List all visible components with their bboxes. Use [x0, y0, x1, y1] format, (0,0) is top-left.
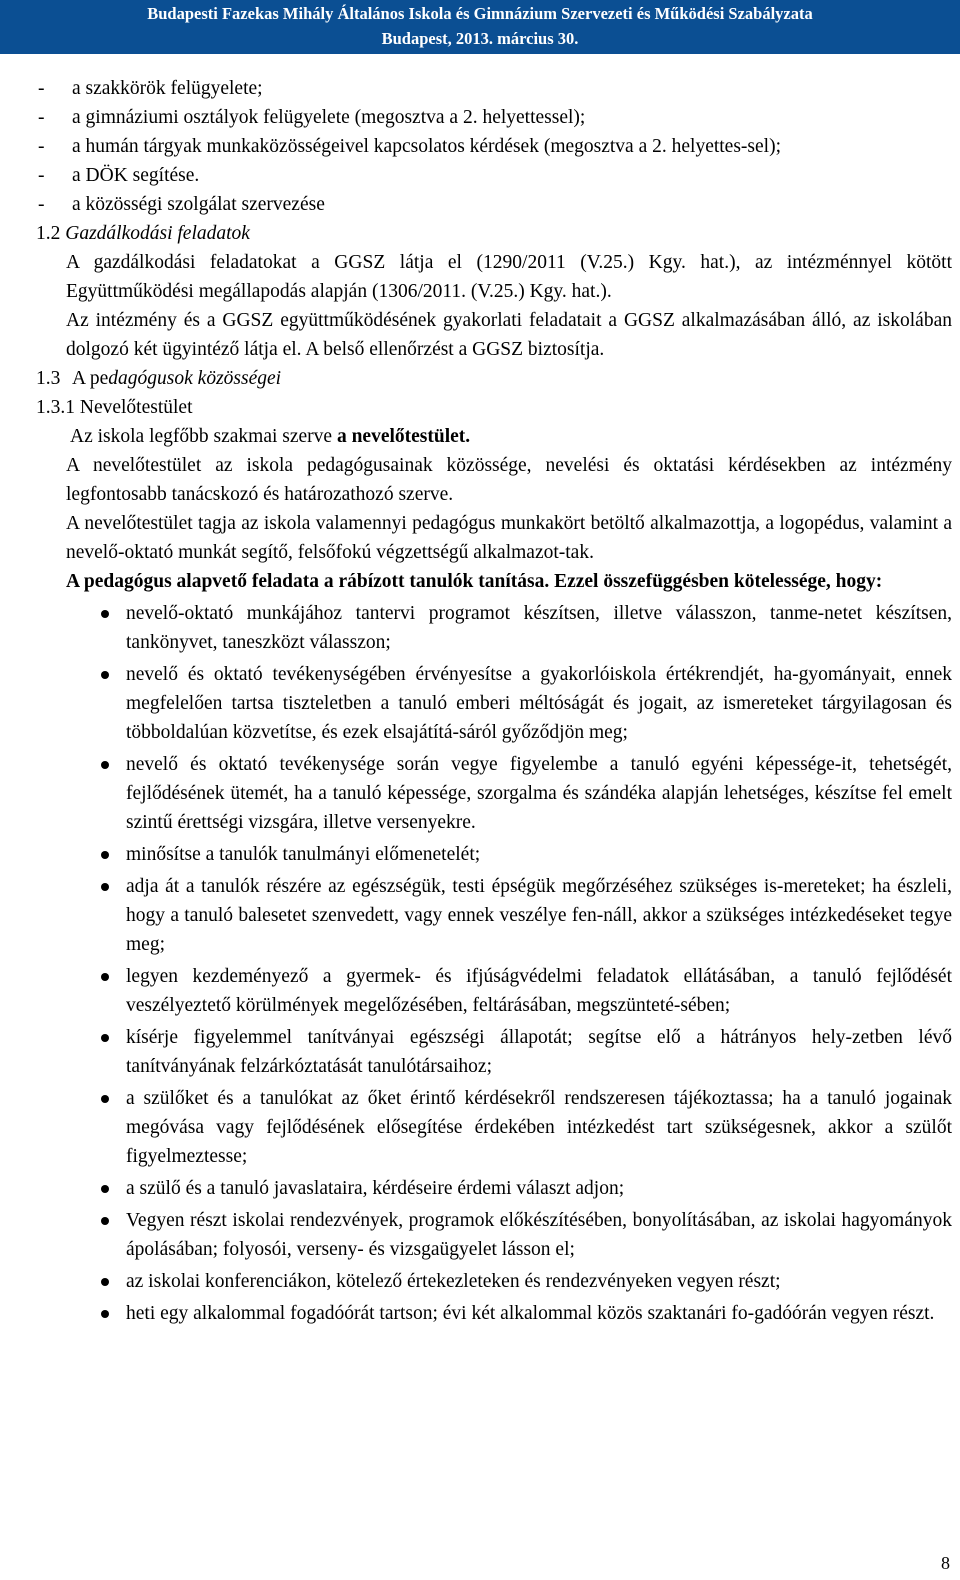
dash-item: - a közösségi szolgálat szervezése: [38, 194, 325, 215]
bullet-icon: [101, 761, 109, 769]
list-item: nevelő és oktató tevékenységében érvényesítse a gyakorlóiskola értékrendjét, ha-gyományait, ennek megfelelően tartsa tiszteletben a tanuló emberi méltóságát és jogait, az ismereteket tárgyilagosan és többoldalúan közvetítse, és ezek elsajátítá-sáról győződjön meg;: [36, 660, 952, 747]
document-body: [36, 74, 952, 1328]
bullet-icon: [101, 883, 109, 891]
bullet-icon: [101, 1095, 109, 1103]
dash-item: - a szakkörök felügyelete;: [38, 78, 263, 99]
dash-item: - a DÖK segítése.: [38, 165, 200, 186]
dash-item: - a gimnáziumi osztályok felügyelete (megosztva a 2. helyettessel);: [38, 107, 586, 128]
dash-item: - a humán tárgyak munkaközösségeivel kapcsolatos kérdések (megosztva a 2. helyettes-sel);: [38, 136, 781, 157]
document-header: [0, 0, 960, 54]
section-heading-1-2: 1.2 Gazdálkodási feladatok: [36, 223, 250, 244]
header-title: Budapesti Fazekas Mihály Általános Iskola és Gimnázium Szervezeti és Működési Szabályzata: [147, 4, 813, 23]
bullet-icon: [101, 973, 109, 981]
list-item: legyen kezdeményező a gyermek- és ifjúságvédelmi feladatok ellátásában, a tanuló fejlődését veszélyeztető körülmények megelőzésében, feltárásában, megszünteté-sében;: [36, 962, 952, 1020]
section-heading-1-3: 1.3 A pedagógusok közösségei: [36, 368, 282, 389]
list-item: az iskolai konferenciákon, kötelező értekezleteken és rendezvényeken vegyen részt;: [36, 1267, 952, 1296]
section-heading-1-3-1: 1.3.1 Nevelőtestület: [36, 397, 193, 418]
duties-list: [36, 599, 952, 1328]
header-date: Budapest, 2013. március 30.: [381, 29, 579, 48]
list-item: adja át a tanulók részére az egészségük, testi épségük megőrzéséhez szükséges is-mereteket; ha észleli, hogy a tanuló balesetet szenvedett, vagy ennek veszélye fen-náll, akkor a szükséges intézkedéseket tegye meg;: [36, 872, 952, 959]
bullet-icon: [101, 610, 109, 618]
paragraph-gazdalkodas-1: A gazdálkodási feladatokat a GGSZ látja el (1290/2011 (V.25.) Kgy. hat.), az intézménnyel kötött Együttműködési megállapodás alapján (1306/2011. (V.25.) Kgy. hat.).: [66, 252, 952, 302]
page-number: 8: [941, 1553, 950, 1573]
paragraph-nevelotestulet-1: Az iskola legfőbb szakmai szerve a nevelőtestület.: [70, 426, 471, 447]
bullet-icon: [101, 1310, 109, 1318]
bullet-icon: [101, 671, 109, 679]
list-item: Vegyen részt iskolai rendezvények, programok előkészítésében, bonyolításában, az iskolai hagyományok ápolásában; folyosói, verseny- és vizsgaügyelet lásson el;: [36, 1206, 952, 1264]
paragraph-pedagogus-feladat: A pedagógus alapvető feladata a rábízott tanulók tanítása. Ezzel összefüggésben kötelessége, hogy:: [66, 571, 883, 592]
bullet-icon: [101, 1278, 109, 1286]
paragraph-nevelotestulet-3: A nevelőtestület tagja az iskola valamennyi pedagógus munkakört betöltő alkalmazottja, a logopédus, valamint a nevelő-oktató munkát segítő, felsőfokú végzettségű alkalmazot-tak.: [66, 513, 952, 563]
paragraph-nevelotestulet-2: A nevelőtestület az iskola pedagógusainak közössége, nevelési és oktatási kérdésekben az intézmény legfontosabb tanácskozó és határozathozó szerve.: [66, 455, 952, 505]
list-item: a szülőket és a tanulókat az őket érintő kérdésekről rendszeresen tájékoztassa; ha a tanuló jogainak megóvása vagy fejlődésének elősegítése érdekében intézkedést tart szükségesnek, akkor a szülőt figyelmeztesse;: [36, 1084, 952, 1171]
list-item: nevelő és oktató tevékenysége során vegye figyelembe a tanuló egyéni képessége-it, tehetségét, fejlődésének ütemét, ha a tanuló képessége, szorgalma és szándéka alapján lehetséges, készítse fel emelt szintű érettségi vizsgára, illetve versenyekre.: [36, 750, 952, 837]
bullet-icon: [101, 1034, 109, 1042]
bullet-icon: [101, 1185, 109, 1193]
bullet-icon: [101, 1217, 109, 1225]
list-item: minősítse a tanulók tanulmányi előmenetelét;: [36, 840, 952, 869]
paragraph-gazdalkodas-2: Az intézmény és a GGSZ együttműködésének gyakorlati feladatait a GGSZ alkalmazásában álló, az iskolában dolgozó két ügyintéző látja el. A belső ellenőrzést a GGSZ biztosítja.: [66, 310, 952, 360]
list-item: kísérje figyelemmel tanítványai egészségi állapotát; segítse elő a hátrányos hely-zetben lévő tanítványának felzárkóztatását tanulótársaihoz;: [36, 1023, 952, 1081]
list-item: a szülő és a tanuló javaslataira, kérdéseire érdemi választ adjon;: [36, 1174, 952, 1203]
list-item: heti egy alkalommal fogadóórát tartson; évi két alkalommal közös szaktanári fo-gadóórán vegyen részt.: [36, 1299, 952, 1328]
bullet-icon: [101, 851, 109, 859]
list-item: nevelő-oktató munkájához tantervi programot készítsen, illetve válasszon, tanme-netet készítsen, tankönyvet, taneszközt válasszon;: [36, 599, 952, 657]
